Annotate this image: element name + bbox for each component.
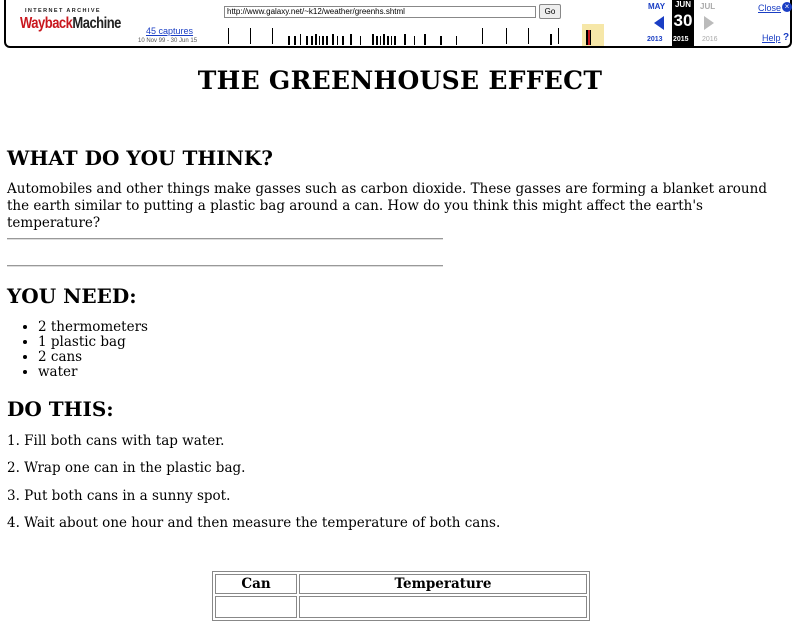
page-title: THE GREENHOUSE EFFECT <box>197 66 603 95</box>
table-header-temperature: Temperature <box>299 574 587 594</box>
captures-link[interactable]: 45 captures <box>146 26 194 36</box>
wayback-toolbar <box>4 0 792 48</box>
do-heading: DO THIS: <box>7 397 114 421</box>
answer-line-1 <box>7 238 443 240</box>
logo-wayback-machine-text: WaybackMachine <box>20 13 121 32</box>
help-link[interactable]: Help <box>762 33 781 43</box>
think-paragraph: Automobiles and other things make gasses such as carbon dioxide. These gasses are forming a blanket around the earth similar to putting a plastic bag around a can. How do you think this might affect the earth's temperature? <box>7 181 767 231</box>
prev-arrow-icon[interactable] <box>654 16 664 30</box>
table-header-can: Can <box>215 574 297 594</box>
table-cell <box>215 596 297 618</box>
sparkline-highlight <box>582 24 604 46</box>
next-month: JUL <box>700 2 716 11</box>
capture-range: 10 Nov 99 - 30 Jun 15 <box>138 38 198 44</box>
step-3: 3. Put both cans in a sunny spot. <box>7 488 231 504</box>
list-item: • 1 plastic bag <box>38 335 148 350</box>
wayback-logo[interactable] <box>20 8 121 38</box>
capture-sparkline[interactable] <box>220 22 640 46</box>
step-1: 1. Fill both cans with tap water. <box>7 433 225 449</box>
think-heading: WHAT DO YOU THINK? <box>7 146 273 170</box>
step-2: 2. Wrap one can in the plastic bag. <box>7 460 246 476</box>
close-icon[interactable]: × <box>782 2 792 12</box>
list-item: • 2 thermometers <box>38 320 148 335</box>
table-cell <box>299 596 587 618</box>
table-header-row <box>215 574 587 594</box>
answer-line-2 <box>7 265 443 267</box>
results-table <box>212 571 590 621</box>
step-4: 4. Wait about one hour and then measure the temperature of both cans. <box>7 515 501 531</box>
current-month: JUN <box>672 0 694 46</box>
month-navigator <box>644 0 724 46</box>
current-day: 30 <box>673 11 693 30</box>
help-icon[interactable]: ? <box>783 32 790 43</box>
close-link[interactable]: Close <box>758 3 782 13</box>
prev-month-link[interactable]: MAY <box>648 2 666 11</box>
materials-list <box>0 320 148 380</box>
url-input[interactable]: http://www.galaxy.net/~k12/weather/greenhs.shtml <box>224 6 536 18</box>
table-row <box>215 596 587 618</box>
logo-internet-archive-text: INTERNET ARCHIVE <box>25 8 101 14</box>
next-arrow-icon <box>704 16 714 30</box>
list-item: • water <box>38 365 148 380</box>
sparkline-bars <box>228 28 559 45</box>
current-year: 2015 <box>673 36 689 43</box>
next-year: 2016 <box>702 36 718 43</box>
go-button[interactable]: Go <box>539 4 561 19</box>
need-heading: YOU NEED: <box>7 284 137 308</box>
prev-year-link[interactable]: 2013 <box>647 36 663 43</box>
list-item: • 2 cans <box>38 350 148 365</box>
